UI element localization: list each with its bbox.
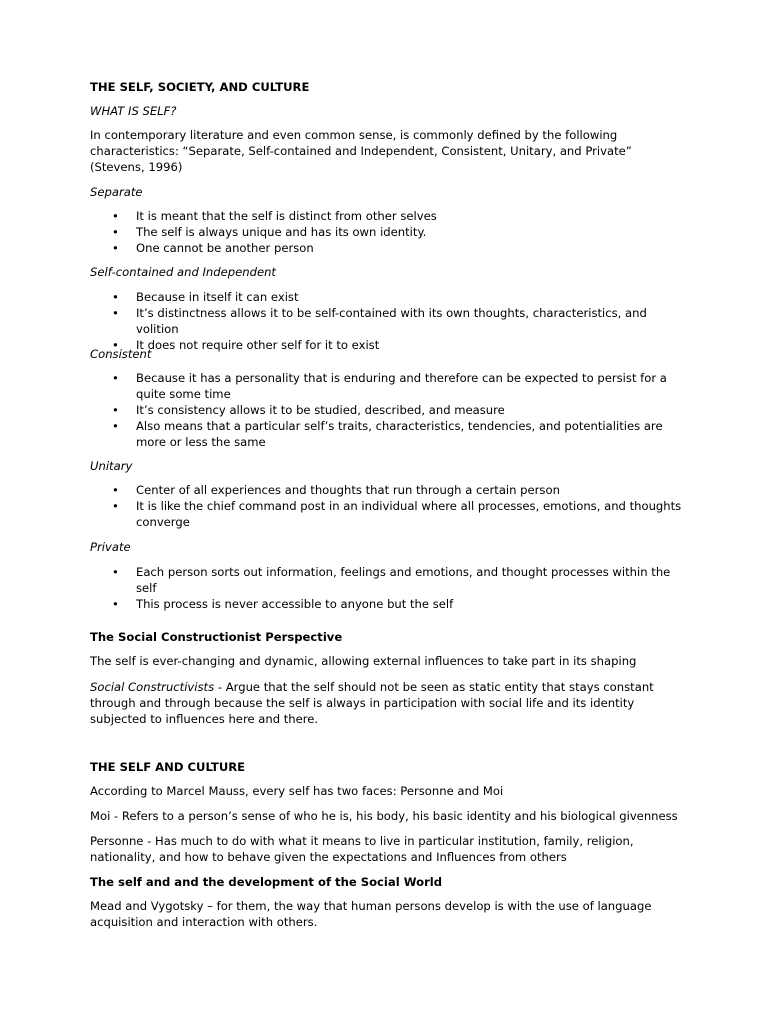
section-heading-social-constructionist: The Social Constructionist Perspective — [90, 630, 343, 644]
section-heading-social-world: The self and and the development of the Social World — [90, 875, 443, 889]
list-item: • Also means that a particular self’s traits, characteristics, tendencies, and potentialities are more or less the same — [90, 418, 690, 450]
list-item: • Center of all experiences and thoughts that run through a certain person — [90, 482, 690, 498]
moi-paragraph: Moi - Refers to a person’s sense of who he is, his body, his basic identity and his biological givenness — [90, 809, 678, 823]
mauss-paragraph: According to Marcel Mauss, every self has two faces: Personne and Moi — [90, 784, 504, 798]
social-constructivists-definition: - Argue that the self should not be seen as static entity that stays constant through and through because the self is always in participation with social life and its identity subjected to influences here and there. — [90, 680, 654, 726]
bullet-list-self-contained — [90, 289, 690, 353]
list-item: • It is meant that the self is distinct from other selves — [90, 208, 690, 224]
intro-paragraph: In contemporary literature and even common sense, is commonly defined by the following characteristics: “Separate, Self-contained and Independent, Consistent, Unitary, and Private” (Stevens, 1996) — [90, 128, 632, 174]
term-social-constructivists: Social Constructivists — [90, 680, 215, 694]
subheading-private: Private — [90, 540, 131, 554]
list-item: • This process is never accessible to anyone but the self — [90, 596, 690, 612]
bullet-list-unitary — [90, 482, 690, 530]
list-item: • One cannot be another person — [90, 240, 690, 256]
bullet-list-separate — [90, 208, 690, 256]
list-item: • Because in itself it can exist — [90, 289, 690, 305]
social-constructivists-paragraph — [90, 679, 690, 727]
list-item: • It does not require other self for it to exist — [90, 337, 690, 353]
list-item: • It’s distinctness allows it to be self-contained with its own thoughts, characteristics, and volition — [90, 305, 690, 337]
mead-vygotsky-paragraph: Mead and Vygotsky – for them, the way that human persons develop is with the use of language acquisition and interaction with others. — [90, 899, 652, 929]
list-item: • It’s consistency allows it to be studied, described, and measure — [90, 402, 690, 418]
list-item: • The self is always unique and has its own identity. — [90, 224, 690, 240]
subheading-separate: Separate — [90, 185, 143, 199]
social-constructionist-paragraph: The self is ever-changing and dynamic, allowing external influences to take part in its shaping — [90, 654, 637, 668]
bullet-list-private — [90, 564, 690, 612]
document-title: THE SELF, SOCIETY, AND CULTURE — [90, 80, 310, 94]
list-item: • Each person sorts out information, feelings and emotions, and thought processes within the self — [90, 564, 690, 596]
list-item: • It is like the chief command post in an individual where all processes, emotions, and thoughts converge — [90, 498, 690, 530]
list-item: • Because it has a personality that is enduring and therefore can be expected to persist for a quite some time — [90, 370, 690, 402]
section-heading-self-and-culture: THE SELF AND CULTURE — [90, 760, 246, 774]
subheading-unitary: Unitary — [90, 459, 133, 473]
subheading-self-contained: Self-contained and Independent — [90, 265, 276, 279]
bullet-list-consistent — [90, 370, 690, 450]
section-heading-what-is-self: WHAT IS SELF? — [90, 104, 177, 118]
personne-paragraph: Personne - Has much to do with what it means to live in particular institution, family, religion, nationality, and how to behave given the expectations and Influences from others — [90, 834, 634, 864]
subheading-consistent: Consistent — [90, 347, 152, 361]
